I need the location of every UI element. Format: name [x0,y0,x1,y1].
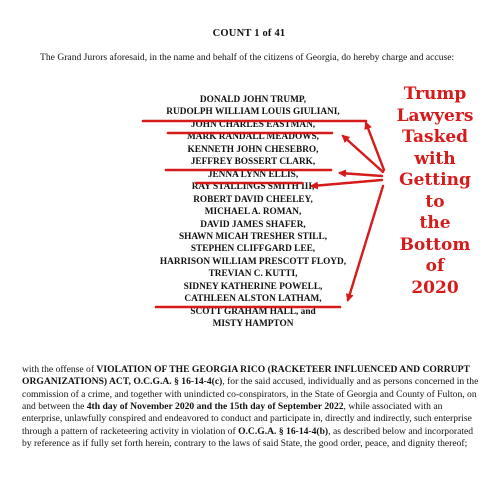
defendant-name: TREVIAN C. KUTTI, [208,269,298,280]
annotation-word: of [425,256,445,276]
defendant-name: STEPHEN CLIFFGARD LEE, [190,244,316,255]
annotation-word: Bottom [399,234,471,255]
annotation-word: Getting [399,170,471,190]
charge-bold-text: 4th day of November 2020 and the 15th day of September 2022 [86,401,344,413]
defendant-name: RAY STALLINGS SMITH III, [191,182,315,193]
count-heading: COUNT 1 of 41 [212,28,286,39]
annotation-word: Lawyers [396,105,474,126]
defendant-name: ROBERT DAVID CHEELEY, [193,194,313,205]
charge-bold-text: VIOLATION OF THE GEORGIA RICO (RACKETEER INFLUENCED AND CORRUPT ORGANIZATIONS) ACT, O.C.G.A. § 16-14-4(c) [22,364,470,388]
defendant-name: JOHN CHARLES EASTMAN, [190,119,316,130]
charge-text: with the offense of [22,364,97,375]
defendant-name: JENNA LYNN ELLIS, [207,169,299,180]
annotation-word: the [419,213,451,233]
defendant-name: SIDNEY KATHERINE POWELL, [183,281,323,292]
defendant-name: SHAWN MICAH TRESHER STILL, [178,231,328,242]
defendant-name: JEFFREY BOSSERT CLARK, [190,157,316,168]
annotation-word: Trump [403,84,467,104]
red-annotation [376,84,494,299]
defendant-name: MARK RANDALL MEADOWS, [187,132,319,143]
defendant-name: DAVID JAMES SHAFER, [200,219,306,230]
defendant-name: HARRISON WILLIAM PRESCOTT FLOYD, [159,256,347,267]
charge-text: , as described below and incorporated by reference as if fully set forth herein, contrary to the laws of said State, the good order, peace, and dignity thereof; [22,425,474,450]
annotation-word: 2020 [411,277,459,298]
arrow-ellis [312,180,382,186]
defendant-name: MICHAEL A. ROMAN, [204,207,302,218]
annotation-word: Tasked [401,127,469,147]
defendant-name: DONALD JOHN TRUMP, [199,95,307,105]
defendant-name: CATHLEEN ALSTON LATHAM, [184,294,322,305]
charge-text: , while associated with an enterprise, unlawfully conspired and endeavored to conduct and participate in, directly and indirectly, such enterprise through a pattern of racketeering activity in violation of [22,401,472,437]
charge-text: , for the said accused, individually and as persons concerned in the commission of a crime, and together with unindicted co-conspirators, in the State of Georgia and County of Fulton, on and between the [22,376,479,413]
defendant-name: KENNETH JOHN CHESEBRO, [187,144,319,155]
intro-paragraph: The Grand Jurors aforesaid, in the name and behalf of the citizens of Georgia, do hereby charge and accuse: [40,52,455,63]
charge-bold-text: O.C.G.A. § 16-14-4(b) [238,425,329,437]
defendant-name: MISTY HAMPTON [212,319,294,330]
annotation-word: with [414,148,456,169]
annotation-word: to [425,191,445,212]
defendant-name: SCOTT GRAHAM HALL, and [190,306,316,317]
defendant-name: RUDOLPH WILLIAM LOUIS GIULIANI, [166,107,340,118]
